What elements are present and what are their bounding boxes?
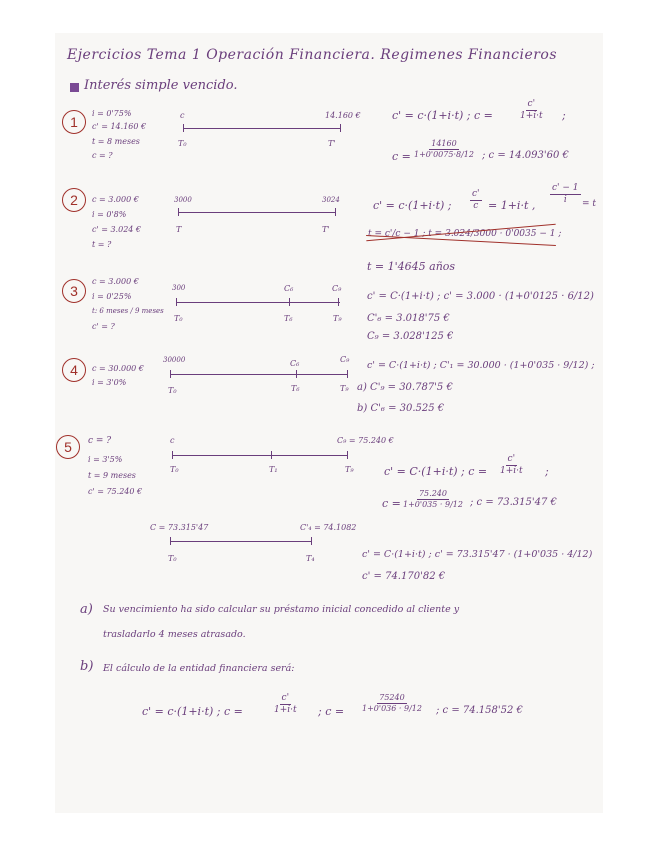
timeline-label: 3000	[174, 196, 192, 204]
formula: c' = c·(1+i·t) ; c =	[142, 705, 243, 718]
answer-b-text: El cálculo de la entidad financiera será:	[103, 663, 295, 674]
timeline-label: T₆	[284, 314, 293, 323]
timeline-label: c	[170, 436, 175, 445]
timeline-label: C'₄ = 74.1082	[300, 523, 357, 532]
given-value: c = ?	[92, 151, 113, 160]
timeline-label: T₆	[291, 384, 300, 393]
bullet-icon	[70, 83, 79, 92]
fraction	[414, 140, 474, 159]
fraction	[500, 455, 523, 476]
exercise-number-1: 1	[62, 110, 86, 134]
given-value: i = 3'5%	[88, 455, 123, 464]
timeline	[178, 212, 336, 213]
result: c' = 74.170'82 €	[362, 571, 446, 582]
timeline-tick	[347, 370, 348, 378]
timeline-label: c	[180, 111, 185, 120]
formula: c' = C·(1+i·t) ; C'₁ = 30.000 · (1+0'035 · 9/12) ;	[367, 360, 595, 371]
section-subtitle: Interés simple vencido.	[84, 78, 238, 93]
timeline-label: T₀	[174, 314, 183, 323]
formula: = 1+i·t ,	[488, 199, 536, 212]
result: ; c = 73.315'47 €	[470, 497, 557, 508]
formula: = t	[582, 199, 597, 209]
timeline	[176, 302, 340, 303]
timeline-label: 3024	[322, 196, 340, 204]
exercise-number-3: 3	[62, 279, 86, 303]
fraction-numerator: c'	[472, 189, 480, 199]
fraction-denominator: 1+0'0075·8/12	[414, 150, 474, 159]
timeline-tick	[176, 298, 177, 306]
timeline-label: C₆	[290, 359, 300, 368]
formula: c =	[392, 150, 411, 163]
fraction-denominator: 1+0'035 · 9/12	[403, 500, 463, 509]
result: C₉ = 3.028'125 €	[367, 331, 454, 342]
timeline-label: T'	[322, 225, 330, 234]
fraction	[470, 190, 482, 211]
formula: c' = C·(1+i·t) ; c' = 73.315'47 · (1+0'035 · 4/12)	[362, 549, 593, 560]
exercise-number-5: 5	[56, 435, 80, 459]
result: t = 1'4645 años	[367, 260, 456, 273]
timeline-label: T₀	[168, 386, 177, 395]
fraction-numerator: c'	[527, 99, 536, 109]
result: ; c = 14.093'60 €	[482, 150, 569, 161]
timeline-label: T₉	[333, 314, 342, 323]
timeline-label: T₀	[168, 554, 177, 563]
given-value: c = 3.000 €	[92, 277, 139, 286]
formula: ; c =	[318, 705, 345, 718]
given-value: c' = 75.240 €	[88, 487, 143, 496]
given-value: i = 0'25%	[92, 292, 132, 301]
timeline-label: 30000	[163, 356, 186, 364]
timeline-label: T₀	[170, 465, 179, 474]
given-value: t = ?	[92, 240, 112, 249]
formula: c =	[382, 497, 401, 510]
formula: ;	[545, 465, 549, 478]
fraction-numerator: 75240	[379, 693, 405, 702]
fraction-denominator: 1+i·t	[274, 705, 297, 715]
timeline-label: C₉ = 75.240 €	[337, 436, 394, 445]
timeline-tick	[340, 124, 341, 132]
fraction	[362, 694, 422, 713]
fraction	[550, 184, 581, 205]
fraction-denominator: 1+i·t	[500, 466, 523, 476]
given-value: i = 0'75%	[92, 109, 132, 118]
fraction-numerator: c'	[281, 693, 290, 703]
answer-a-label: a)	[80, 602, 93, 617]
formula: c' = c·(1+i·t) ;	[373, 199, 452, 212]
fraction-numerator: 14160	[431, 139, 457, 148]
fraction-denominator: 1+i·t	[520, 111, 543, 121]
given-value: i = 3'0%	[92, 378, 127, 387]
timeline	[170, 374, 348, 375]
formula: c' = c·(1+i·t) ; c =	[392, 109, 493, 122]
timeline-label: C₆	[284, 284, 294, 293]
result: ; c = 74.158'52 €	[436, 705, 523, 716]
result: C'₆ = 3.018'75 €	[367, 313, 450, 324]
fraction-numerator: c' − 1	[552, 183, 579, 193]
formula: c' = C·(1+i·t) ; c' = 3.000 · (1+0'0125 · 6/12)	[367, 291, 594, 302]
fraction-numerator: c'	[507, 454, 516, 464]
timeline-label: T₉	[340, 384, 349, 393]
timeline	[172, 455, 348, 456]
timeline-tick	[178, 208, 179, 216]
timeline-tick	[172, 451, 173, 459]
timeline-label: 14.160 €	[325, 111, 361, 120]
timeline	[183, 128, 341, 129]
answer-a-text: Su vencimiento ha sido calcular su préstamo inicial concedido al cliente y	[103, 604, 460, 615]
given-value: c' = 3.024 €	[92, 225, 142, 234]
given-value: c = 30.000 €	[92, 364, 144, 373]
given-value: t: 6 meses / 9 meses	[92, 307, 164, 315]
timeline-label: T₀	[178, 139, 187, 148]
exercise-number-2: 2	[62, 188, 86, 212]
timeline-tick	[271, 451, 272, 459]
timeline-label: T	[176, 225, 182, 234]
fraction-numerator: 75.240	[418, 489, 447, 498]
given-value: t = 8 meses	[92, 137, 140, 146]
timeline-tick	[183, 124, 184, 132]
given-value: i = 0'8%	[92, 210, 127, 219]
formula: ;	[562, 109, 566, 122]
timeline-label: T₁	[269, 465, 278, 474]
result-a: a) C'₉ = 30.787'5 €	[357, 382, 453, 393]
exercise-number-4: 4	[62, 358, 86, 382]
timeline-tick	[311, 537, 312, 545]
fraction	[520, 100, 543, 121]
timeline-label: 300	[172, 284, 186, 292]
timeline-tick	[296, 370, 297, 378]
given-value: t = 9 meses	[88, 471, 136, 480]
timeline	[170, 541, 312, 542]
given-value: c' = ?	[92, 322, 115, 331]
timeline-label: T₉	[345, 465, 354, 474]
timeline-tick	[347, 451, 348, 459]
given-value: c' = 14.160 €	[92, 122, 147, 131]
fraction-denominator: c	[473, 201, 479, 211]
fraction-denominator: i	[563, 195, 567, 205]
timeline-label: C₉	[332, 284, 342, 293]
given-value: c = 3.000 €	[92, 195, 139, 204]
timeline-tick	[338, 298, 339, 306]
page-title: Ejercicios Tema 1 Operación Financiera. Regimenes Financieros	[67, 47, 558, 63]
fraction-denominator: 1+0'036 · 9/12	[362, 704, 422, 713]
timeline-tick	[170, 537, 171, 545]
formula: c' = C·(1+i·t) ; c =	[384, 465, 488, 478]
given-value: c = ?	[88, 436, 112, 446]
crossed-formula: t = c'/c − 1 ; t = 3.024/3000 · 0'0035 − 1 ;	[368, 229, 562, 239]
answer-a-text: trasladarlo 4 meses atrasado.	[103, 629, 246, 640]
timeline-label: T'	[328, 139, 336, 148]
timeline-label: T₄	[306, 554, 315, 563]
timeline-label: C₉	[340, 355, 350, 364]
timeline-tick	[335, 208, 336, 216]
answer-b-label: b)	[80, 659, 94, 674]
timeline-label: C = 73.315'47	[150, 523, 209, 532]
fraction	[403, 490, 463, 509]
result-b: b) C'₆ = 30.525 €	[357, 403, 445, 414]
timeline-tick	[289, 298, 290, 306]
fraction	[274, 694, 297, 715]
timeline-tick	[170, 370, 171, 378]
